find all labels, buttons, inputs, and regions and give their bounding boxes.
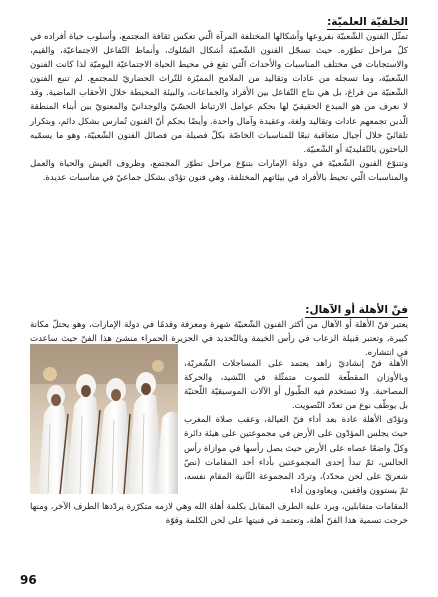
performers-illustration [30, 344, 178, 494]
body-paragraph: الأهلة فنّ إنشاديّ زاهد يعتمد على المساجلات الشّعريّة، وبالأوزان المقطّعة للصوت متمثّلة في النّشيد، والحركة المصاحبة. ولا تستخدم فيه الطّبول أو الآلات الموسيقيّة اللّحنيّة بل يوظّف نوع من تعدّد التّصويت. [184, 359, 408, 412]
performers-photo [30, 344, 178, 494]
section-heading [30, 14, 408, 30]
page-number: 96 [20, 573, 37, 587]
continuation-text [30, 500, 408, 528]
body-paragraph: وتتنوّع الفنون الشّعبيّة في دولة الإمارات بتنوّع مراحل تطوّر المجتمع، وظروف العيش والحياة والعمل والمناسبات الّتي تحيط بالأفراد في بيئاتهم المختلفة، وهي فنون تؤدّى بشكل جماعيّ في مناسبات عديدة. [30, 158, 408, 183]
section-heading-text: فنّ الأهلة أو الآهال: [305, 304, 408, 316]
body-paragraph: تمثّل الفنون الشّعبيّة بفروعها وأشكالها المختلفة المرآة الّتي تعكس ثقافة المجتمع، وأسلوب حياة أفراده في كلّ مراحل تطوّره. حيث تسجّل الفنون الشّعبيّة أشكال السّلوك، وأنماط التّفاعل الاجتماعيّة، والقيم، والاستجابات في مختلف المناسبات والأحداث الّتي تقع في محيط الحياة الاجتماعيّة اليوميّة لذا كانت الفنون الشّعبيّة، وما تسجله من عادات وتقاليد من الملامح المميّزة للتّراث الحضاريّ للمجتمع. لم تنبع الفنون الشّعبيّة من فراغ، بل هي نتاج التّفاعل بين الأفراد والجماعات، والبيئة المحيطة خلال الأحقاب الماضية. وقد لا نعرف من هو المبدع الحقيقيّ لها بحكم عوامل الارتباط الحسّيّ والوجدانيّ والمعنويّ بين أبناء المنطقة الّذين تجمعهم عادات وتقاليد ولغة، وعقيدة وآمال واحدة. وأيضًا بحكم أنّ الفنون تُمارس بشكل دائم، وبتكرار تلقائيّ خلال أجيال متعاقبة تبعًا للمناسبات الخاصّة بكلّ فصيلة من فصائل الفنون الشّعبيّة، وهو ما يسمّيه الباحثون بالتّقليديّة أو الشّعبيّة. [30, 32, 408, 155]
body-paragraph: المقامات متقابلين، ويرد عليه الطرف المقابل بكلمة أهلة الله وهي لازمه متكرّرة يردّدها الطرف الآخر، ومنها خرجت تسمية هذا الفنّ أهلة، وتعتمد في فنيتها على لحن الكلمة وقوّة [30, 502, 408, 527]
section-heading [30, 302, 408, 318]
section-heading-text: الخلفيّة العلميّة: [327, 16, 408, 28]
body-paragraph: يعتبر فنّ الأهلة أو الآهال من أكثر الفنون الشّعبيّة شهرة ومعرفة وقدمًا في دولة الإمارات، وهو يحتلّ مكانة كبيرة، وتعتبر قبيلة الزعاب في رأس الخيمة وبالتّحديد في الجزيرة الحمراء منشئ هذا الفنّ حيث ساعدت في انتشاره. [30, 320, 408, 359]
text-beside-photo [184, 357, 408, 498]
section-scientific-background [30, 14, 408, 185]
body-paragraph: وتؤدّى الأهلة عادة بعد أداء فنّ العيالة، وعقب صلاة المغرب حيث يجلس المؤدّون على الأرض في مجموعتين على هيئة دائرة وكلّ واضعًا عصاه على الأرض حيث يصل رأسها في موازاة رأس الحالس، ثمّ تبدأ إحدى المجموعتين بأداء أحد المقامات (نصّ شعريّ على لحن محدّد)، وتردّد المجموعة الثّانية المقام نفسه، ثمّ يستوون واقفين، ويعاودون أداء [184, 415, 408, 496]
